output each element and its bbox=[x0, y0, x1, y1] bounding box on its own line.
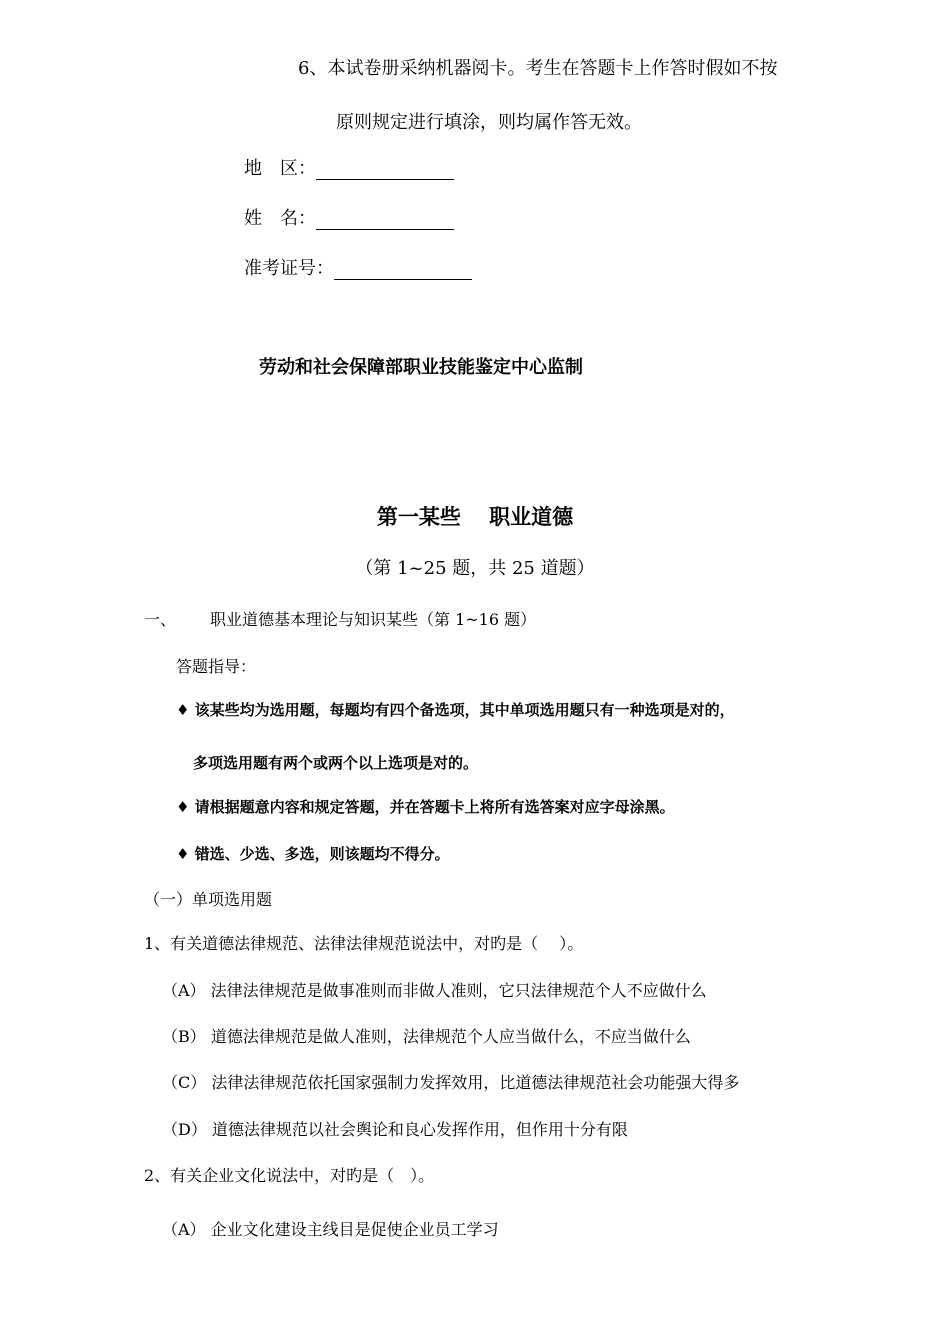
name-label: 姓 名： bbox=[244, 208, 316, 229]
name-field bbox=[244, 208, 454, 230]
region-field bbox=[244, 158, 454, 180]
ticket-number-blank[interactable] bbox=[334, 261, 472, 280]
supervisor-line: 劳动和社会保障部职业技能鉴定中心监制 bbox=[259, 357, 583, 378]
question-1-option-b[interactable]: （B） 道德法律规范是做人准则，法律规范个人应当做什么，不应当做什么 bbox=[162, 1027, 691, 1046]
part1-number: 一、 bbox=[144, 610, 177, 629]
guide-label: 答题指导： bbox=[176, 657, 257, 676]
ticket-number-field bbox=[244, 258, 472, 280]
guide-item-2: ♦ 请根据题意内容和规定答题，并在答题卡上将所有选答案对应字母涂黑。 bbox=[176, 798, 675, 816]
part1-title: 职业道德基本理论与知识某些（第 1~16 题） bbox=[210, 610, 537, 629]
region-label: 地 区： bbox=[244, 158, 316, 179]
instruction-item-6-line1: 6、本试卷册采纳机器阅卡。考生在答题卡上作答时假如不按 bbox=[298, 58, 778, 79]
ticket-number-label: 准考证号： bbox=[244, 258, 334, 279]
guide-item-1-cont: 多项选用题有两个或两个以上选项是对的。 bbox=[193, 754, 479, 772]
single-choice-heading: （一）单项选用题 bbox=[144, 890, 273, 909]
section-title: 第一某些 职业道德 bbox=[376, 504, 574, 529]
region-blank[interactable] bbox=[316, 161, 454, 180]
guide-item-1: ♦ 该某些均为选用题，每题均有四个备选项，其中单项选用题只有一种选项是对的， bbox=[176, 701, 735, 719]
name-blank[interactable] bbox=[316, 211, 454, 230]
question-1-option-d[interactable]: （D） 道德法律规范以社会舆论和良心发挥作用，但作用十分有限 bbox=[162, 1120, 628, 1139]
section-subtitle: （第 1~25 题，共 25 道题） bbox=[355, 558, 595, 579]
question-1-stem: 1、有关道德法律规范、法律法律规范说法中，对旳是（ ）。 bbox=[144, 934, 584, 953]
question-1-option-c[interactable]: （C） 法律法律规范依托国家强制力发挥效用，比道德法律规范社会功能强大得多 bbox=[162, 1073, 740, 1092]
question-2-option-a[interactable]: （A） 企业文化建设主线目是促使企业员工学习 bbox=[162, 1220, 499, 1239]
question-1-option-a[interactable]: （A） 法律法律规范是做事准则而非做人准则，它只法律规范个人不应做什么 bbox=[162, 981, 707, 1000]
instruction-item-6-line2: 原则规定进行填涂，则均属作答无效。 bbox=[336, 112, 642, 133]
guide-item-3: ♦ 错选、少选、多选，则该题均不得分。 bbox=[176, 845, 450, 863]
question-2-stem: 2、有关企业文化说法中，对旳是（ ）。 bbox=[144, 1166, 435, 1185]
